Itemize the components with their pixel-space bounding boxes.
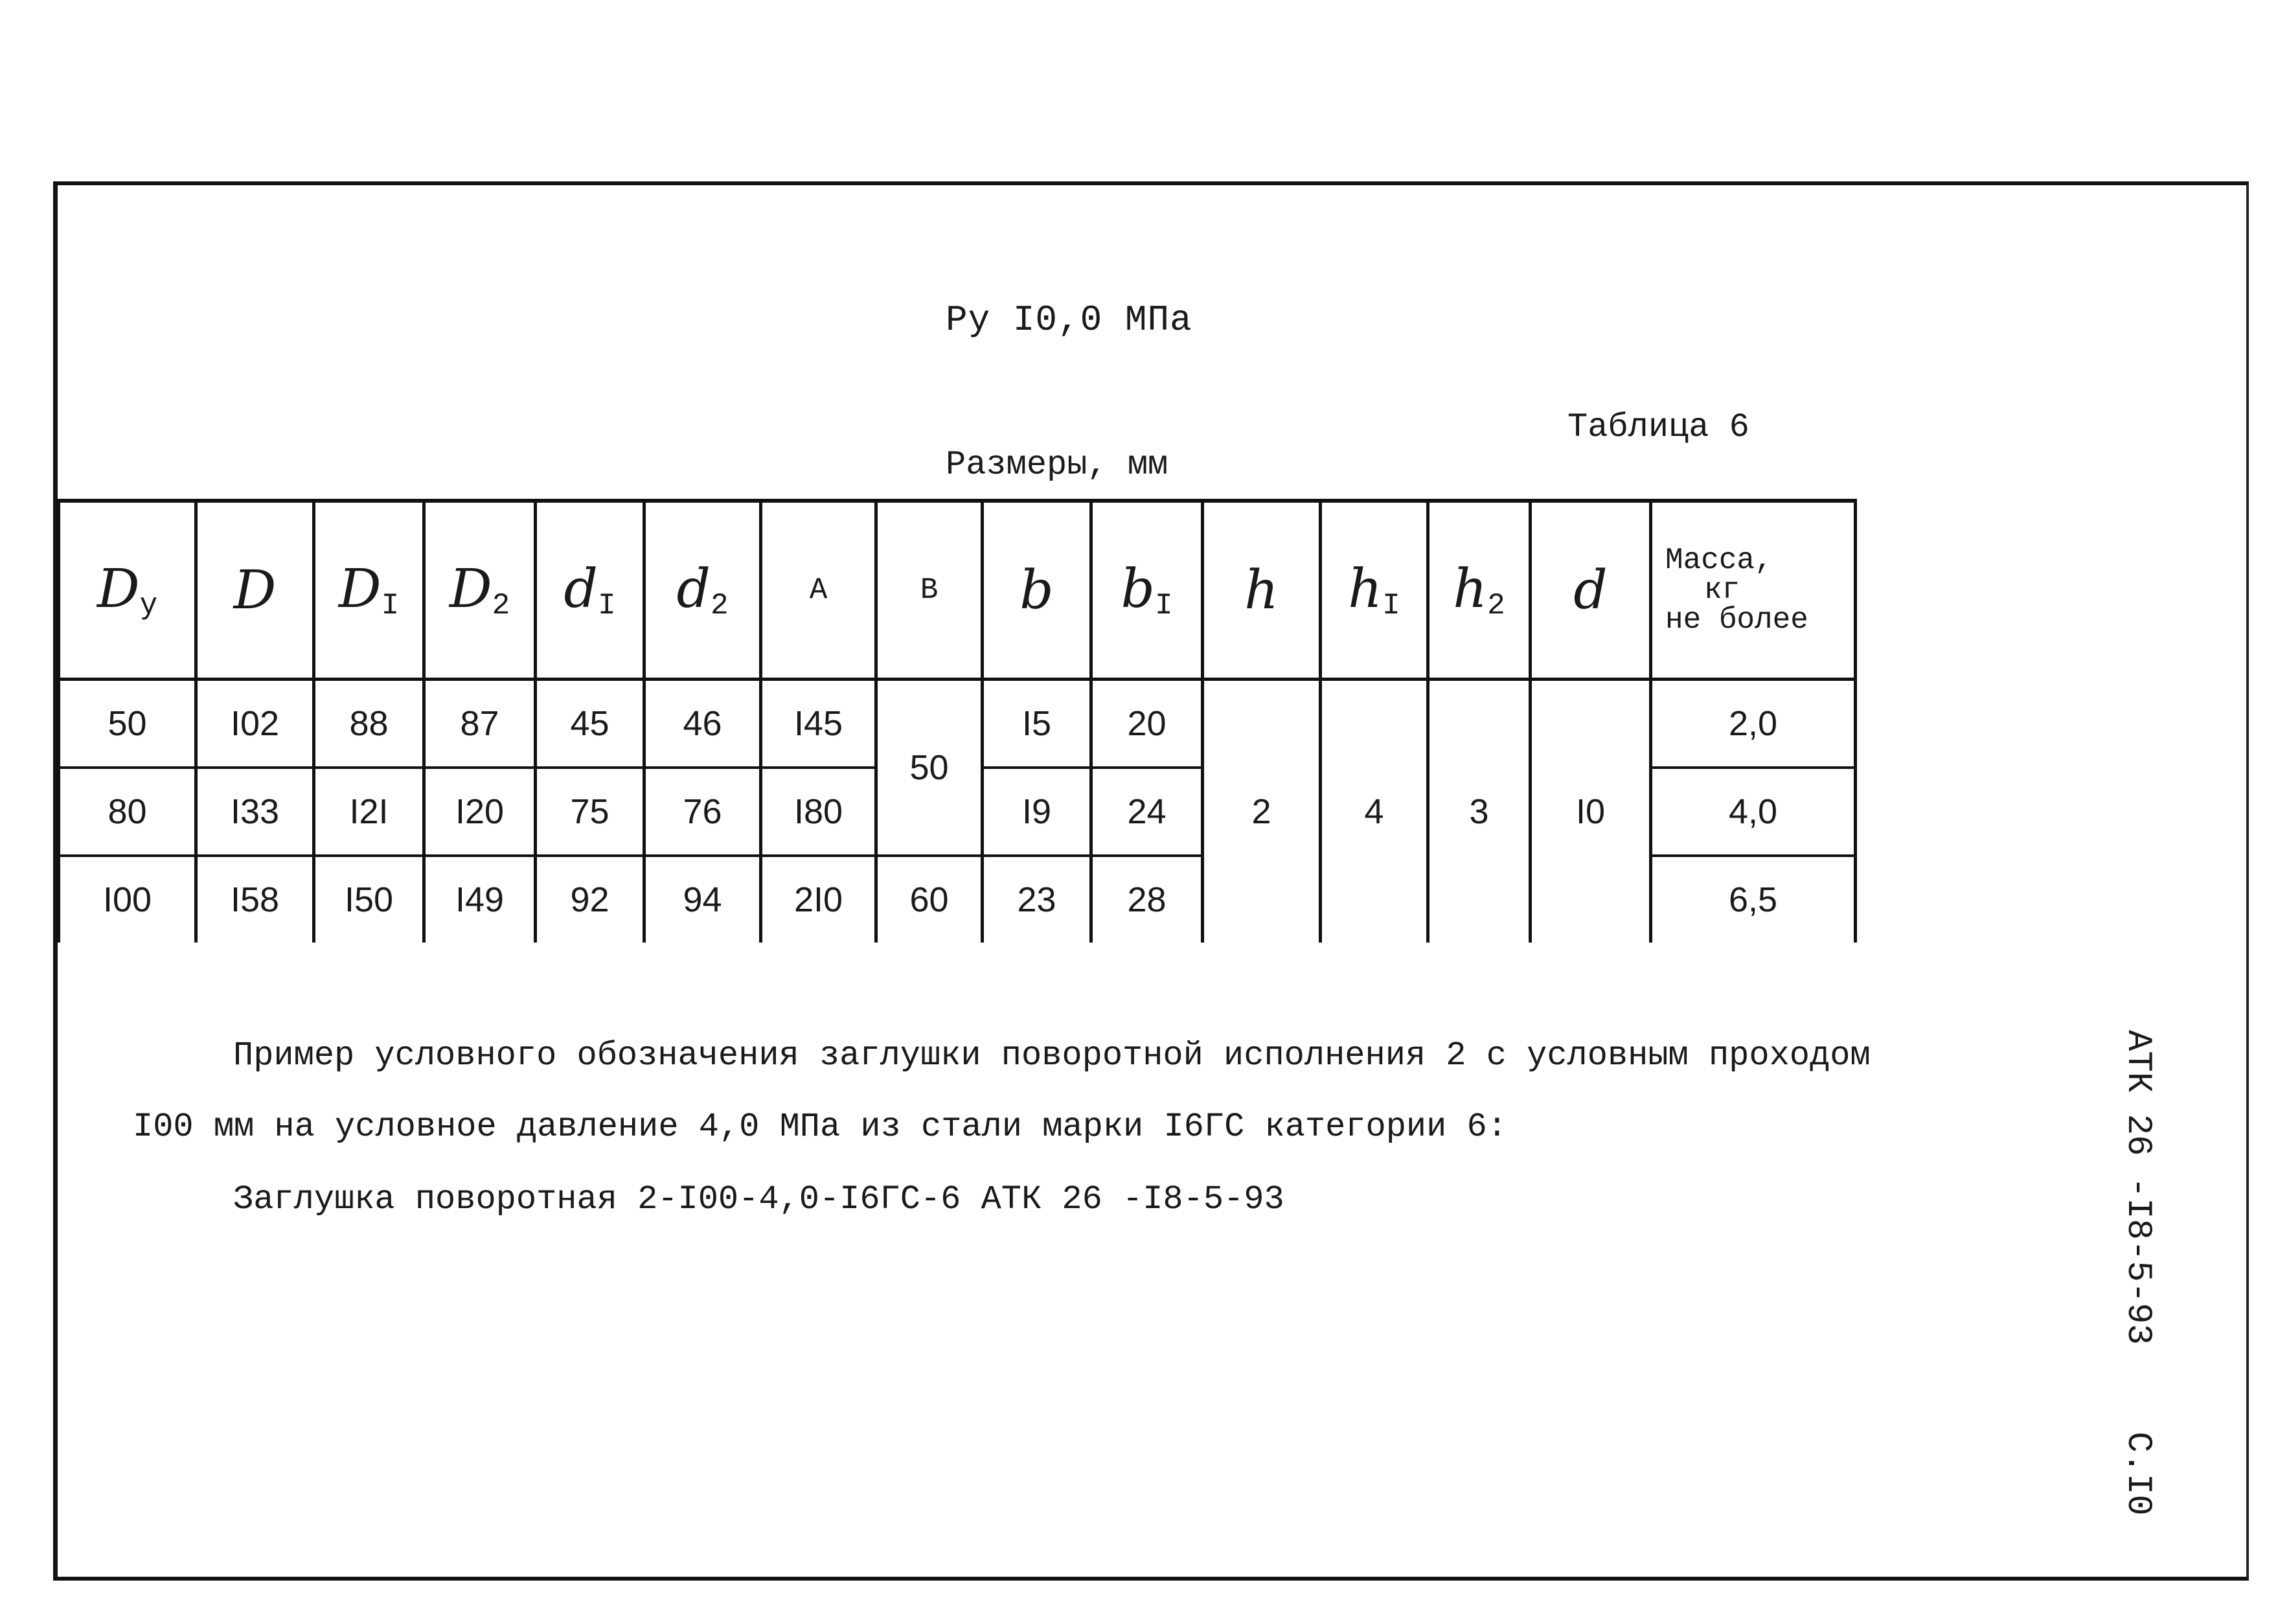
cell-b-upper-merged: 50 bbox=[876, 680, 983, 856]
col-header-h2: $h_2$ bbox=[1428, 501, 1531, 680]
document-code: АТК 26 -I8-5-93 bbox=[2118, 1030, 2158, 1345]
col-header-h: h bbox=[1203, 501, 1321, 680]
cell-b-upper: 60 bbox=[876, 856, 983, 943]
cell-d2-inner: 76 bbox=[644, 768, 761, 856]
cell-d2-inner: 94 bbox=[644, 856, 761, 943]
cell-b: I9 bbox=[983, 768, 1091, 856]
col-header-b1: $b_I$ bbox=[1091, 501, 1203, 680]
cell-b1: 24 bbox=[1091, 768, 1203, 856]
dimensions-caption: Размеры, мм bbox=[946, 446, 1168, 484]
cell-h2-merged: 3 bbox=[1428, 680, 1531, 943]
table-label: Таблица 6 bbox=[1567, 408, 1749, 446]
cell-d-hole-merged: I0 bbox=[1531, 680, 1651, 943]
cell-b: I5 bbox=[983, 680, 1091, 768]
example-text-line-1: Пример условного обозначения заглушки поворотной исполнения 2 с условным проходом bbox=[233, 1036, 1871, 1075]
col-header-d2-inner: $d_2$ bbox=[644, 501, 761, 680]
col-header-d-outer: D bbox=[196, 501, 314, 680]
col-header-d1-outer: $D_I$ bbox=[314, 501, 424, 680]
cell-a: 2I0 bbox=[761, 856, 876, 943]
cell-d1: I2I bbox=[314, 768, 424, 856]
table-row bbox=[59, 680, 1856, 768]
cell-b1: 28 bbox=[1091, 856, 1203, 943]
mass-header-line-1: Масса, bbox=[1665, 543, 1773, 577]
cell-dy: 80 bbox=[59, 768, 196, 856]
cell-d1-inner: 92 bbox=[536, 856, 644, 943]
cell-dy: 50 bbox=[59, 680, 196, 768]
cell-d1-inner: 45 bbox=[536, 680, 644, 768]
example-designation: Заглушка поворотная 2-I00-4,0-I6ГС-6 АТК 26 -I8-5-93 bbox=[233, 1180, 1284, 1218]
col-header-d-hole: d bbox=[1531, 501, 1651, 680]
mass-header-line-2: кг bbox=[1704, 573, 1740, 607]
cell-d1: 88 bbox=[314, 680, 424, 768]
col-header-mass bbox=[1651, 501, 1856, 680]
col-header-b: b bbox=[983, 501, 1091, 680]
cell-a: I45 bbox=[761, 680, 876, 768]
dimensions-table bbox=[57, 499, 1854, 943]
cell-mass: 4,0 bbox=[1651, 768, 1856, 856]
cell-b: 23 bbox=[983, 856, 1091, 943]
cell-h-merged: 2 bbox=[1203, 680, 1321, 943]
cell-d2: 87 bbox=[424, 680, 536, 768]
col-header-dy: $D_у$ bbox=[59, 501, 196, 680]
table-header-row bbox=[59, 501, 1856, 680]
cell-b1: 20 bbox=[1091, 680, 1203, 768]
cell-d2: I49 bbox=[424, 856, 536, 943]
cell-mass: 6,5 bbox=[1651, 856, 1856, 943]
cell-d2: I20 bbox=[424, 768, 536, 856]
cell-d: I02 bbox=[196, 680, 314, 768]
cell-d2-inner: 46 bbox=[644, 680, 761, 768]
cell-d: I33 bbox=[196, 768, 314, 856]
cell-d: I58 bbox=[196, 856, 314, 943]
cell-d1: I50 bbox=[314, 856, 424, 943]
col-header-h1: $h_I$ bbox=[1321, 501, 1428, 680]
col-header-a: A bbox=[761, 501, 876, 680]
cell-h1-merged: 4 bbox=[1321, 680, 1428, 943]
cell-d1-inner: 75 bbox=[536, 768, 644, 856]
col-header-d1-inner: $d_I$ bbox=[536, 501, 644, 680]
pressure-title: Ру I0,0 МПа bbox=[946, 299, 1192, 341]
cell-dy: I00 bbox=[59, 856, 196, 943]
cell-a: I80 bbox=[761, 768, 876, 856]
mass-header-line-3: не более bbox=[1665, 603, 1808, 637]
col-header-b-upper: B bbox=[876, 501, 983, 680]
page-number: С.I0 bbox=[2118, 1432, 2158, 1516]
cell-mass: 2,0 bbox=[1651, 680, 1856, 768]
col-header-d2-outer: $D_2$ bbox=[424, 501, 536, 680]
example-text-line-2: I00 мм на условное давление 4,0 МПа из стали марки I6ГС категории 6: bbox=[133, 1108, 1507, 1146]
